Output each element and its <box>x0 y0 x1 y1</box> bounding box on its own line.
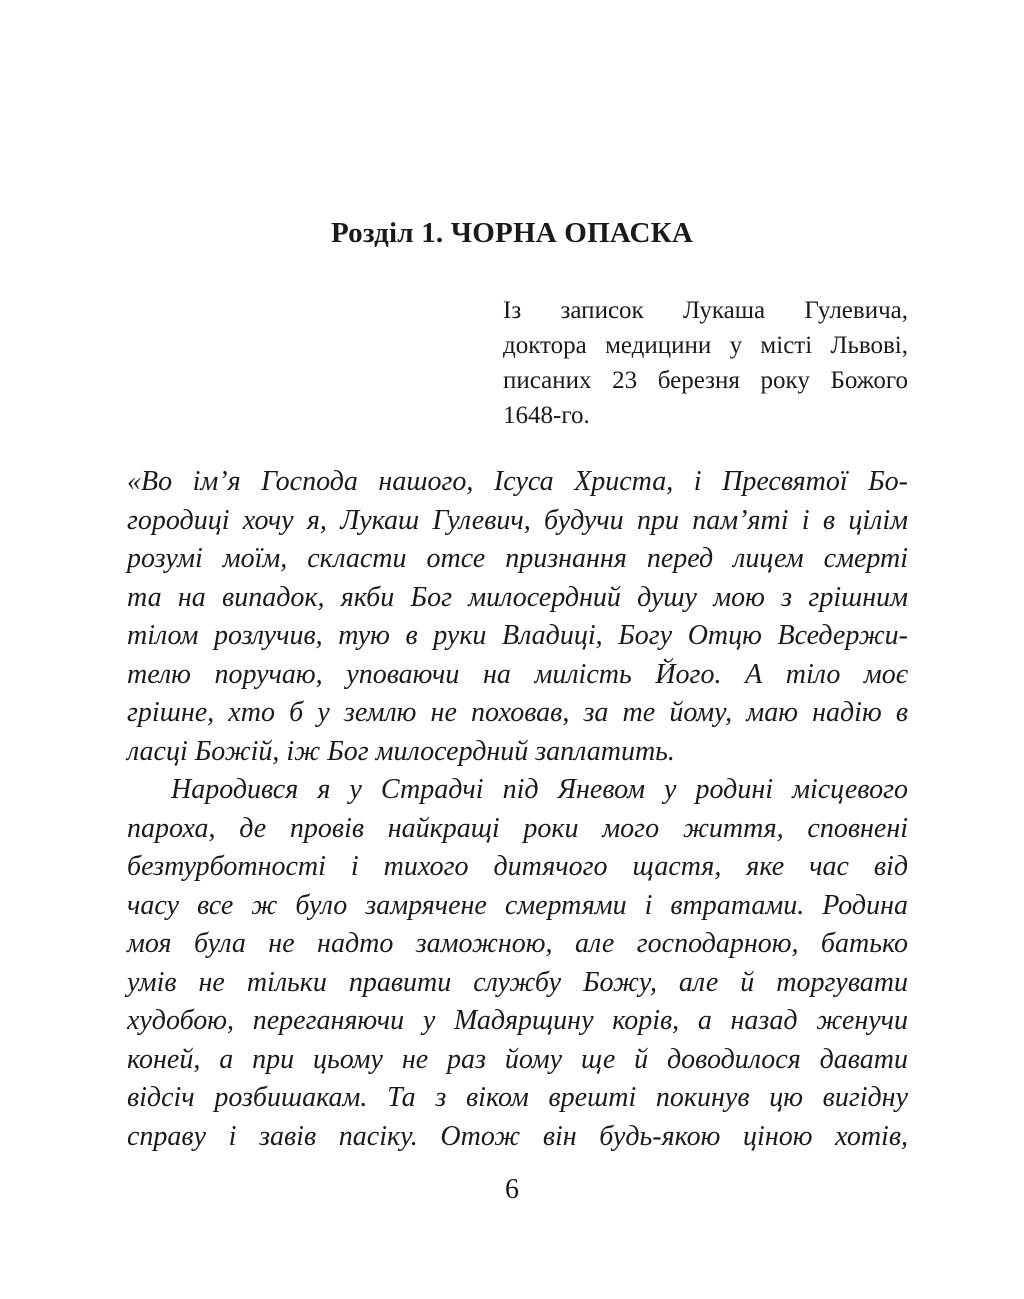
text-line: умів не тільки правити службу Божу, але й торгувати <box>127 966 908 998</box>
text-line: відсіч розбишакам. Та з віком врешті покинув цю вигідну <box>127 1082 908 1113</box>
epigraph-line: доктора медицини у місті Львові, <box>503 332 908 359</box>
body-text <box>127 463 908 1156</box>
epigraph <box>503 293 908 433</box>
text-line: городиці хочу я, Лукаш Гулевич, будучи при пам’яті і в цілім <box>127 504 908 536</box>
text-line: телю поручаю, уповаючи на милість Його. А тіло моє <box>127 658 908 690</box>
text-line: худобою, переганяючи у Мадярщину корів, а назад женучи <box>127 1005 908 1036</box>
page-number: 6 <box>505 1174 519 1205</box>
text-line: Народився я у Страдчі під Яневом у родині місцевого <box>171 774 908 805</box>
text-line: грішне, хто б у землю не поховав, за те йому, маю надію в <box>127 697 908 728</box>
epigraph-line: писаних 23 березня року Божого <box>503 367 908 394</box>
text-line: розумі моїм, скласти отсе признання перед лицем смерті <box>127 543 908 574</box>
text-line: моя була не надто заможною, але господарною, батько <box>127 928 908 959</box>
epigraph-line: 1648-го. <box>503 402 590 429</box>
epigraph-line: Із записок Лукаша Гулевича, <box>503 297 908 324</box>
text-line: тілом розлучив, тую в руки Владиці, Богу Отцю Вседержи- <box>127 620 908 651</box>
text-line: «Во ім’я Господа нашого, Ісуса Христа, і Пресвятої Бо- <box>127 466 908 497</box>
text-line: часу все ж було замрячене смертями і втратами. Родина <box>127 889 908 921</box>
text-line: справу і завів пасіку. Отож він будь-якою ціною хотів, <box>127 1120 908 1152</box>
text-line: безтурботності і тихого дитячого щастя, яке час від <box>127 851 908 882</box>
paragraph-1 <box>127 463 908 771</box>
text-line: пароха, де провів найкращі роки мого життя, сповнені <box>127 812 908 844</box>
text-line: ласці Божій, іж Бог милосердний заплатить. <box>127 735 675 767</box>
text-line: та на випадок, якби Бог милосердний душу мою з грішним <box>127 581 908 613</box>
text-line: коней, а при цьому не раз йому ще й доводилося давати <box>127 1043 908 1075</box>
chapter-title: Розділ 1. ЧОРНА ОПАСКА <box>330 217 694 249</box>
paragraph-2 <box>127 771 908 1156</box>
